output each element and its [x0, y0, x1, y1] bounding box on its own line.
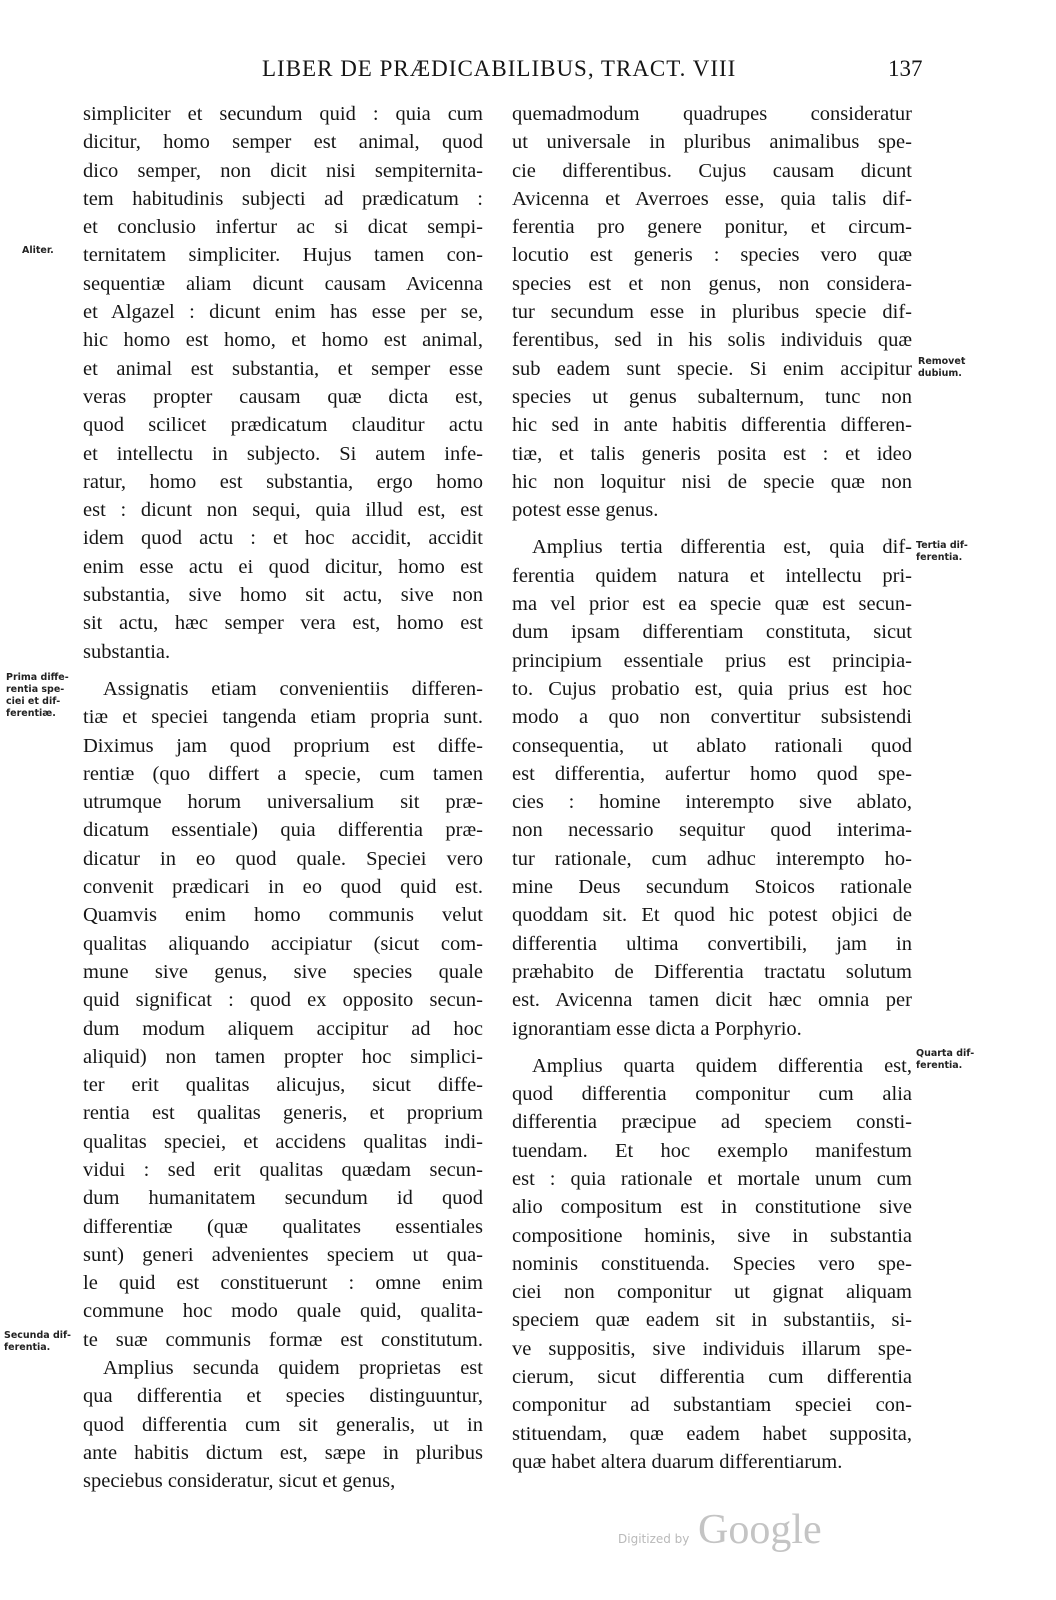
text-line: dicatur in eo quod quale. Speciei vero [83, 847, 483, 870]
text-line: ratur, homo est substantia, ergo homo [83, 470, 483, 493]
left-text-column [83, 100, 483, 1496]
digitized-by-text: Digitized by [618, 1532, 690, 1546]
text-line: Assignatis etiam convenientiis differen- [103, 677, 483, 700]
text-line: compositione hominis, sive in substantia [512, 1224, 912, 1247]
text-line: non necessario sequitur quod interima- [512, 819, 912, 842]
text-line: hic sed in ante habitis differentia differen- [512, 414, 912, 437]
digitized-by-google-watermark [618, 1507, 838, 1560]
text-line: potest esse genus. [512, 499, 659, 522]
text-line: nominis constituenda. Species vero spe- [512, 1252, 912, 1275]
text-line: ante habitis dictum est, sæpe in pluribus [83, 1441, 483, 1464]
margin-note-line: ferentiæ. [6, 708, 56, 719]
text-line: tur secundum esse in pluribus specie dif- [512, 301, 912, 324]
running-title: LIBER DE PRÆDICABILIBUS, TRACT. VIII [262, 56, 737, 81]
text-line: alio compositum est in constitutione sive [512, 1196, 912, 1219]
text-line: aliquid) non tamen propter hoc simplici- [83, 1045, 483, 1068]
text-line: et Algazel : dicunt enim has esse per se, [83, 301, 483, 324]
text-line: dico semper, non dicit nisi sempiternita- [83, 159, 483, 182]
text-line: cies : homine interempto sive ablato, [512, 791, 912, 814]
text-line: mune sive genus, sive species quale [83, 960, 483, 983]
margin-note-removet-dubium [918, 356, 965, 380]
margin-note-line: ciei et dif- [6, 696, 61, 707]
text-line: Amplius tertia differentia est, quia dif- [532, 536, 912, 559]
text-line: locutio est generis : species vero quæ [512, 244, 912, 267]
text-line: Avicenna et Averroes esse, quia talis dif- [512, 187, 912, 210]
text-line: ferentia pro genere ponitur, et circum- [512, 216, 912, 239]
text-line: et conclusio infertur ac si dicat sempi- [83, 216, 483, 239]
google-logo: Google [698, 1507, 822, 1553]
text-line: stituendam, quæ eadem habet supposita, [512, 1422, 912, 1445]
text-line: hic non loquitur nisi de specie quæ non [512, 470, 912, 493]
text-line: dicatum essentiale) quia differentia præ- [83, 819, 483, 842]
margin-note-line: Prima diffe- [6, 672, 69, 683]
text-line: idem quod actu : et hoc accidit, accidit [83, 527, 483, 550]
text-line: quæ habet altera duarum differentiarum. [512, 1450, 843, 1473]
right-text-column [512, 100, 912, 1476]
text-line: cierum, sicut differentia cum differentia [512, 1366, 912, 1389]
text-line: quod differentia componitur cum alia [512, 1083, 912, 1106]
margin-note-secunda-differentia [4, 1330, 71, 1354]
text-line: ter erit qualitas alicujus, sicut diffe- [83, 1074, 483, 1097]
margin-note-line: Removet [918, 356, 966, 367]
text-line: dum ipsam differentiam constituta, sicut [512, 621, 912, 644]
margin-note-line: ferentia. [4, 1342, 51, 1353]
text-line: qua differentia et species distinguuntur, [83, 1385, 483, 1408]
text-line: mine Deus secundum Stoicos rationale [512, 876, 912, 899]
text-line: enim esse actu ei quod dicitur, homo est [83, 555, 483, 578]
text-line: substantia. [83, 640, 171, 663]
text-line: Quamvis enim homo communis velut [83, 904, 483, 927]
text-line: sit actu, hæc semper vera est, homo est [83, 612, 483, 635]
text-line: ternitatem simpliciter. Hujus tamen con- [83, 244, 483, 267]
margin-note-aliter [22, 245, 54, 257]
text-line: principium essentiale prius est principia- [512, 649, 912, 672]
text-line: convenit prædicari in eo quod quid est. [83, 876, 483, 899]
text-line: ma vel prior est ea specie quæ est secun- [512, 593, 912, 616]
text-line: differentiæ (quæ qualitates essentiales [83, 1215, 483, 1238]
text-line: species ut genus subalternum, tunc non [512, 385, 912, 408]
text-line: et animal est substantia, et semper esse [83, 357, 483, 380]
margin-note-line: dubium. [918, 368, 962, 379]
text-line: consequentia, ut ablato rationali quod [512, 734, 912, 757]
text-line: ve suppositis, sive individuis illarum spe- [512, 1337, 912, 1360]
text-line: est : quia rationale et mortale unum cum [512, 1167, 912, 1190]
margin-note-prima-differentia [6, 672, 69, 720]
margin-note-quarta-differentia [916, 1048, 974, 1072]
text-line: est. Avicenna tamen dicit hæc omnia per [512, 989, 912, 1012]
text-line: tiæ, et talis generis posita est : et ideo [512, 442, 912, 465]
text-line: species est et non genus, non considera- [512, 272, 912, 295]
text-line: ciei non componitur ut gignat aliquam [512, 1281, 912, 1304]
text-line: quod scilicet prædicatum clauditur actu [83, 414, 483, 437]
text-line: Amplius secunda quidem proprietas est [103, 1357, 483, 1380]
text-line: et intellectu in subjecto. Si autem infe- [83, 442, 483, 465]
text-line: hic homo est homo, et homo est animal, [83, 329, 483, 352]
text-line: vidui : sed erit qualitas quædam secun- [83, 1158, 483, 1181]
text-line: ut universale in pluribus animalibus spe- [512, 131, 912, 154]
page-number: 137 [888, 56, 923, 81]
text-line: tem habitudinis subjecti ad prædicatum : [83, 187, 483, 210]
text-line: est differentia, aufertur homo quod spe- [512, 762, 912, 785]
text-line: differentia ultima convertibili, jam in [512, 932, 912, 955]
text-line: te suæ communis formæ est constitutum. [83, 1328, 483, 1351]
text-line: præhabito de Differentia tractatu solutum [512, 960, 912, 983]
text-line: tur rationale, cum adhuc interempto ho- [512, 847, 912, 870]
text-line: dum humanitatem secundum id quod [83, 1187, 483, 1210]
text-line: ignorantiam esse dicta a Porphyrio. [512, 1017, 802, 1040]
text-line: dicitur, homo semper est animal, quod [83, 131, 483, 154]
text-line: ferentibus, sed in his solis individuis quæ [512, 329, 912, 352]
text-line: substantia, sive homo sit actu, sive non [83, 584, 483, 607]
text-line: rentia est qualitas generis, et proprium [83, 1102, 483, 1125]
text-line: simpliciter et secundum quid : quia cum [83, 103, 483, 125]
text-line: utrumque horum universalium sit præ- [83, 791, 483, 814]
text-line: est : dicunt non sequi, quia illud est, est [83, 499, 483, 522]
paragraph-break [83, 666, 483, 675]
margin-note-line: Secunda dif- [4, 1330, 71, 1341]
margin-note-line: ferentia. [916, 552, 963, 563]
text-line: componitur ad substantiam speciei con- [512, 1394, 912, 1417]
paragraph-break [512, 524, 912, 533]
text-line: Diximus jam quod proprium est diffe- [83, 734, 483, 757]
text-line: Amplius quarta quidem differentia est, [532, 1054, 912, 1077]
text-line: quoddam sit. Et quod hic potest objici de [512, 904, 912, 927]
page-header [0, 56, 1056, 86]
text-line: le quid est constituerunt : omne enim [83, 1272, 483, 1295]
margin-note-line: rentia spe- [6, 684, 65, 695]
text-line: commune hoc modo quale quid, qualita- [83, 1300, 483, 1323]
text-line: to. Cujus probatio est, quia prius est hoc [512, 677, 912, 700]
margin-note-line: Tertia dif- [916, 540, 968, 551]
text-line: sunt) generi advenientes speciem ut qua- [83, 1243, 483, 1266]
paragraph-break [512, 1043, 912, 1052]
text-line: quid significat : quod ex opposito secun- [83, 989, 483, 1012]
margin-note-line: Aliter. [22, 245, 54, 256]
text-line: differentia præcipue ad speciem consti- [512, 1111, 912, 1134]
margin-note-tertia-differentia [916, 540, 968, 564]
text-line: quemadmodum quadrupes consideratur [512, 103, 912, 125]
text-line: sequentiæ aliam dicunt causam Avicenna [83, 272, 483, 295]
text-line: tuendam. Et hoc exemplo manifestum [512, 1139, 912, 1162]
text-line: rentiæ (quo differt a specie, cum tamen [83, 762, 483, 785]
text-line: sub eadem sunt specie. Si enim accipitur [512, 357, 912, 380]
text-line: speciebus consideratur, sicut et genus, [83, 1470, 396, 1493]
text-line: dum modum aliquem accipitur ad hoc [83, 1017, 483, 1040]
text-line: speciem quæ eadem sit in substantiis, si- [512, 1309, 912, 1332]
text-line: veras propter causam quæ dicta est, [83, 385, 483, 408]
text-line: qualitas speciei, et accidens qualitas indi- [83, 1130, 483, 1153]
text-line: modo a quo non convertitur subsistendi [512, 706, 912, 729]
text-line: cie differentibus. Cujus causam dicunt [512, 159, 912, 182]
text-line: tiæ et speciei tangenda etiam propria sunt. [83, 706, 483, 729]
text-line: ferentia quidem natura et intellectu pri- [512, 564, 912, 587]
text-line: quod differentia cum sit generalis, ut in [83, 1413, 483, 1436]
margin-note-line: Quarta dif- [916, 1048, 975, 1059]
margin-note-line: ferentia. [916, 1060, 963, 1071]
text-line: qualitas aliquando accipiatur (sicut com- [83, 932, 483, 955]
